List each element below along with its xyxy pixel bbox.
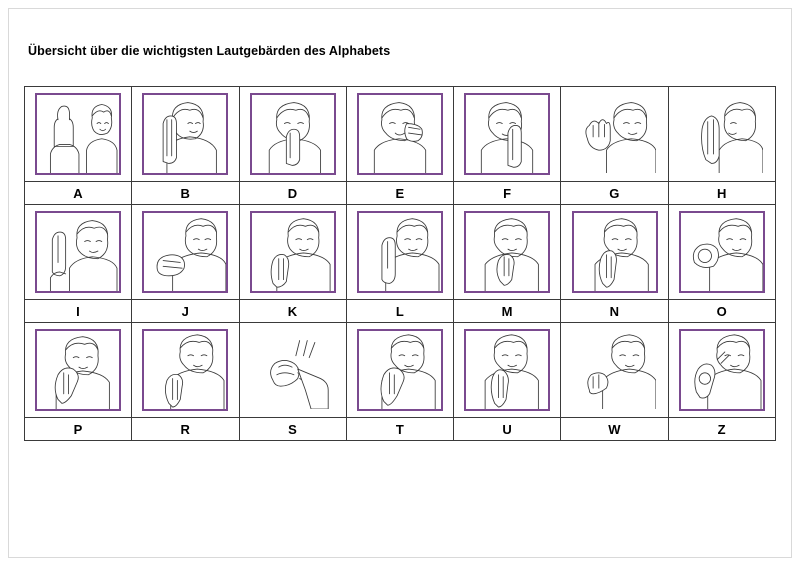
lautgebaerde-r-image	[142, 329, 228, 411]
table-row	[25, 205, 776, 300]
lautgebaerde-t-image	[357, 329, 443, 411]
lautgebaerde-d-image	[250, 93, 336, 175]
letter-label-a: A	[25, 182, 132, 205]
image-cell-k	[239, 205, 346, 300]
letter-label-r: R	[132, 418, 239, 441]
lautgebaerde-e-image	[357, 93, 443, 175]
lautgebaerde-w-image	[572, 329, 658, 411]
letter-label-o: O	[668, 300, 775, 323]
image-cell-a	[25, 87, 132, 182]
letter-label-n: N	[561, 300, 668, 323]
letter-label-h: H	[668, 182, 775, 205]
letter-label-k: K	[239, 300, 346, 323]
lautgebaerde-a-image	[35, 93, 121, 175]
table-row	[25, 300, 776, 323]
page-title: Übersicht über die wichtigsten Lautgebärden des Alphabets	[28, 44, 391, 58]
image-cell-d	[239, 87, 346, 182]
letter-label-f: F	[454, 182, 561, 205]
table-row	[25, 182, 776, 205]
image-cell-n	[561, 205, 668, 300]
lautgebaerde-j-image	[142, 211, 228, 293]
image-cell-i	[25, 205, 132, 300]
letter-label-t: T	[346, 418, 453, 441]
lautgebaerde-g-image	[572, 93, 658, 175]
letter-label-j: J	[132, 300, 239, 323]
lautgebaerde-i-image	[35, 211, 121, 293]
lautgebaerde-o-image	[679, 211, 765, 293]
lautgebaerde-b-image	[142, 93, 228, 175]
image-cell-w	[561, 323, 668, 418]
letter-label-b: B	[132, 182, 239, 205]
image-cell-r	[132, 323, 239, 418]
image-cell-p	[25, 323, 132, 418]
image-cell-m	[454, 205, 561, 300]
image-cell-z	[668, 323, 775, 418]
lautgebaerde-m-image	[464, 211, 550, 293]
letter-label-m: M	[454, 300, 561, 323]
image-cell-s	[239, 323, 346, 418]
letter-label-u: U	[454, 418, 561, 441]
image-cell-l	[346, 205, 453, 300]
lautgebaerde-l-image	[357, 211, 443, 293]
lautgebaerde-z-image	[679, 329, 765, 411]
letter-label-e: E	[346, 182, 453, 205]
letter-label-z: Z	[668, 418, 775, 441]
letter-label-g: G	[561, 182, 668, 205]
lautgebaerde-k-image	[250, 211, 336, 293]
lautgebaerde-s-image	[250, 329, 336, 411]
image-cell-g	[561, 87, 668, 182]
table-row	[25, 323, 776, 418]
image-cell-h	[668, 87, 775, 182]
lautgebaerde-h-image	[679, 93, 765, 175]
image-cell-j	[132, 205, 239, 300]
image-cell-t	[346, 323, 453, 418]
lautgebaerde-f-image	[464, 93, 550, 175]
image-cell-f	[454, 87, 561, 182]
image-cell-u	[454, 323, 561, 418]
alphabet-table	[24, 86, 776, 441]
letter-label-d: D	[239, 182, 346, 205]
table-row	[25, 418, 776, 441]
letter-label-w: W	[561, 418, 668, 441]
image-cell-o	[668, 205, 775, 300]
letter-label-i: I	[25, 300, 132, 323]
lautgebaerde-p-image	[35, 329, 121, 411]
image-cell-e	[346, 87, 453, 182]
letter-label-s: S	[239, 418, 346, 441]
letter-label-l: L	[346, 300, 453, 323]
lautgebaerde-u-image	[464, 329, 550, 411]
lautgebaerde-n-image	[572, 211, 658, 293]
image-cell-b	[132, 87, 239, 182]
letter-label-p: P	[25, 418, 132, 441]
table-row	[25, 87, 776, 182]
